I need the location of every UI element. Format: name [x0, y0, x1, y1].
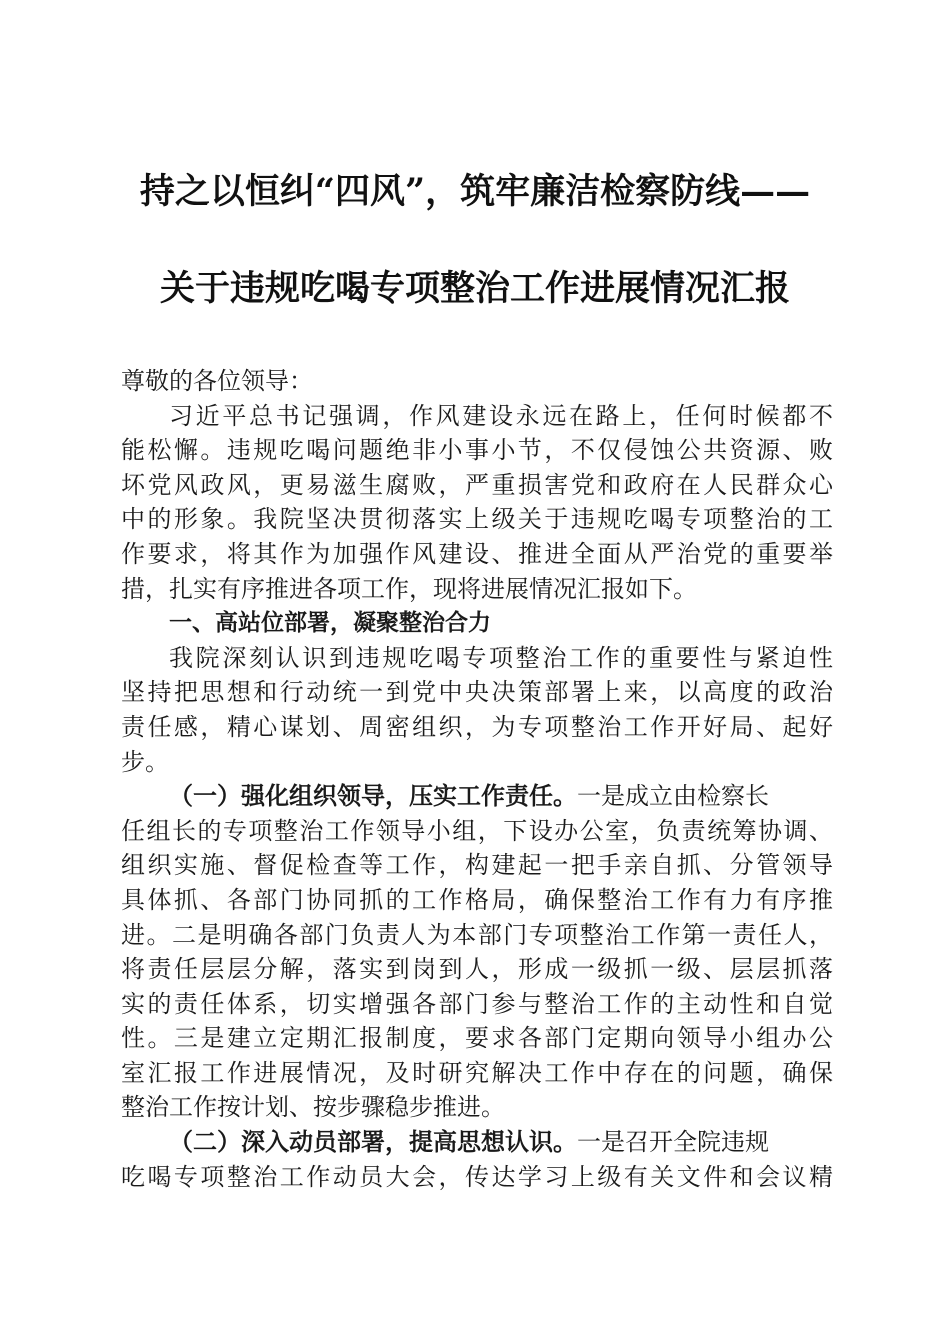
- subsection-heading: （二）深入动员部署，提高思想认识。: [169, 1127, 577, 1157]
- paragraph-line: [121, 1125, 833, 1160]
- paragraph-line: 实的责任体系，切实增强各部门参与整治工作的主动性和自觉: [121, 989, 833, 1018]
- paragraph-line: [121, 779, 833, 814]
- paragraph-line: 步。: [121, 747, 169, 776]
- paragraph-line: 能松懈。违规吃喝问题绝非小事小节，不仅侵蚀公共资源、败: [121, 436, 833, 465]
- paragraph-line: 吃喝专项整治工作动员大会，传达学习上级有关文件和会议精: [121, 1162, 833, 1191]
- paragraph-line: 习近平总书记强调，作风建设永远在路上，任何时候都不: [169, 401, 833, 430]
- salutation: 尊敬的各位领导：: [121, 367, 313, 395]
- paragraph-line: 我院深刻认识到违规吃喝专项整治工作的重要性与紧迫性: [169, 643, 833, 672]
- paragraph-line: 措，扎实有序推进各项工作，现将进展情况汇报如下。: [121, 574, 697, 603]
- paragraph-text: 一是召开全院违规: [577, 1128, 769, 1157]
- paragraph-line: 中的形象。我院坚决贯彻落实上级关于违规吃喝专项整治的工: [121, 505, 833, 534]
- document-title-line-2: 关于违规吃喝专项整治工作进展情况汇报: [159, 268, 790, 309]
- paragraph-line: 作要求，将其作为加强作风建设、推进全面从严治党的重要举: [121, 539, 833, 568]
- paragraph-line: 坏党风政风，更易滋生腐败，严重损害党和政府在人民群众心: [121, 470, 833, 499]
- paragraph-line: 责任感，精心谋划、周密组织，为专项整治工作开好局、起好: [121, 712, 833, 741]
- paragraph-line: 任组长的专项整治工作领导小组，下设办公室，负责统筹协调、: [121, 816, 833, 845]
- paragraph-line: 组织实施、督促检查等工作，构建起一把手亲自抓、分管领导: [121, 851, 833, 880]
- document-title-line-1: 持之以恒纠“四风”，筑牢廉洁检察防线——: [139, 171, 811, 212]
- subsection-heading: （一）强化组织领导，压实工作责任。: [169, 781, 577, 811]
- paragraph-line: 坚持把思想和行动统一到党中央决策部署上来，以高度的政治: [121, 678, 833, 707]
- paragraph-text: 一是成立由检察长: [577, 782, 769, 811]
- paragraph-line: 性。三是建立定期汇报制度，要求各部门定期向领导小组办公: [121, 1024, 833, 1053]
- document-body: [121, 364, 833, 1194]
- section-heading: 一、高站位部署，凝聚整治合力: [169, 610, 491, 637]
- paragraph-line: 进。二是明确各部门负责人为本部门专项整治工作第一责任人，: [121, 920, 833, 949]
- paragraph-line: 整治工作按计划、按步骤稳步推进。: [121, 1093, 505, 1122]
- paragraph-line: 具体抓、各部门协同抓的工作格局，确保整治工作有力有序推: [121, 885, 833, 914]
- paragraph-line: 将责任层层分解，落实到岗到人，形成一级抓一级、层层抓落: [121, 955, 833, 984]
- paragraph-line: 室汇报工作进展情况，及时研究解决工作中存在的问题，确保: [121, 1058, 833, 1087]
